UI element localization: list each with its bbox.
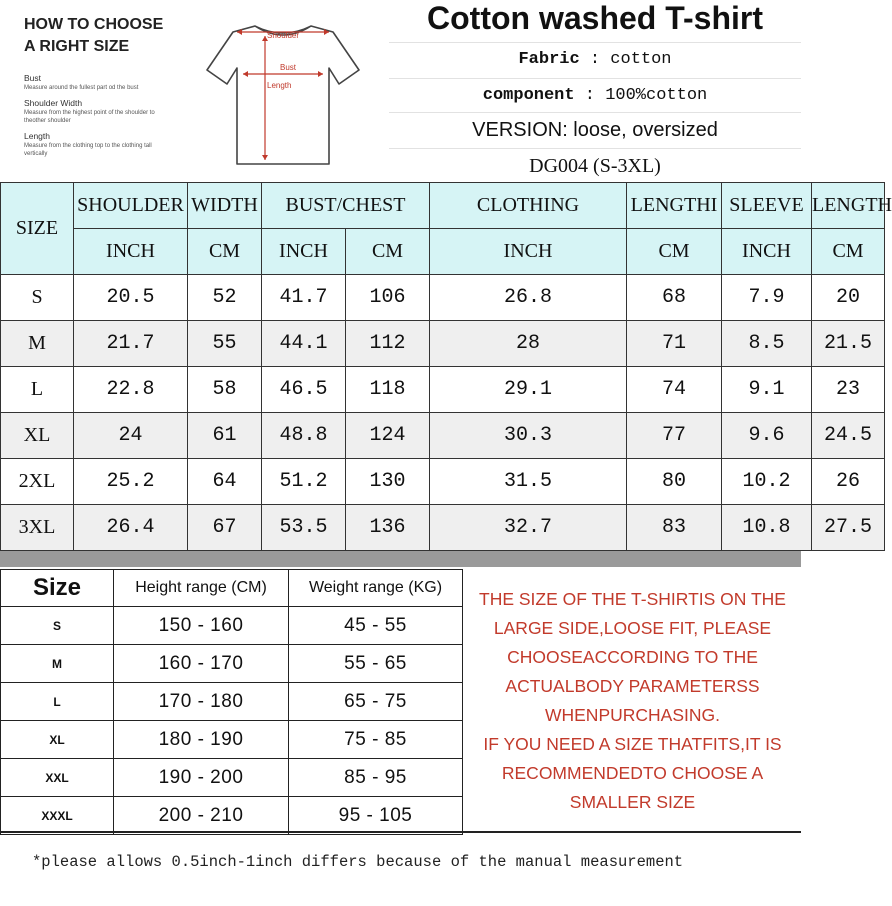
value-cell: 30.3 [430,413,627,459]
table-row [1,367,885,413]
hw-weight-cell: 65 - 75 [289,683,463,721]
table-row [1,459,885,505]
table-row [1,321,885,367]
value-cell: 10.8 [722,505,812,551]
value-cell: 20 [812,275,885,321]
hw-size-cell: M [1,645,114,683]
measurement-disclaimer: *please allows 0.5inch-1inch differs because of the manual measurement [32,853,684,871]
note-line: LARGE SIDE,LOOSE FIT, PLEASE [493,618,772,638]
value-cell: 24 [74,413,188,459]
hw-height-cell: 190 - 200 [114,759,289,797]
table-row [1,413,885,459]
value-cell: 41.7 [262,275,346,321]
unit-header: CM [188,229,262,275]
unit-header: INCH [74,229,188,275]
value-cell: 21.7 [74,321,188,367]
table-row [1,607,463,645]
guide-shoulder-heading: Shoulder Width [24,98,83,108]
size-header: SIZE [1,183,74,275]
component-colon: : [584,86,606,105]
value-cell: 32.7 [430,505,627,551]
unit-header: INCH [722,229,812,275]
guide-item-shoulder [24,98,174,125]
note-line: WHENPURCHASING. [544,705,720,725]
value-cell: 136 [346,505,430,551]
product-title: Cotton washed T-shirt [427,0,763,36]
product-specs [389,0,801,182]
value-cell: 27.5 [812,505,885,551]
unit-header: INCH [430,229,627,275]
unit-header: CM [812,229,885,275]
value-cell: 124 [346,413,430,459]
hw-height-header: Height range (CM) [114,570,289,607]
value-cell: 26 [812,459,885,505]
value-cell: 130 [346,459,430,505]
component-row [389,78,801,113]
size-guide-panel [0,0,389,180]
value-cell: 74 [627,367,722,413]
note-line: SMALLER SIZE [569,792,696,812]
component-value: 100%cotton [605,86,708,105]
value-cell: 9.6 [722,413,812,459]
measurement-table [0,182,892,551]
note-line: IF YOU NEED A SIZE THATFITS,IT IS [483,734,782,754]
table-row [1,721,463,759]
unit-header: CM [346,229,430,275]
value-cell: 77 [627,413,722,459]
value-cell: 10.2 [722,459,812,505]
value-cell: 61 [188,413,262,459]
value-cell: 68 [627,275,722,321]
bust-label: Bust [279,63,297,72]
hw-size-header: Size [1,570,114,607]
value-cell: 48.8 [262,413,346,459]
note-line: THE SIZE OF THE T-SHIRTIS ON THE [479,589,786,609]
value-cell: 8.5 [722,321,812,367]
guide-title [24,14,184,58]
value-cell: 31.5 [430,459,627,505]
value-cell: 64 [188,459,262,505]
value-cell: 23 [812,367,885,413]
hw-size-cell: XL [1,721,114,759]
value-cell: 80 [627,459,722,505]
value-cell: 7.9 [722,275,812,321]
hw-weight-cell: 55 - 65 [289,645,463,683]
value-cell: 71 [627,321,722,367]
hw-size-cell: L [1,683,114,721]
table-row [1,505,885,551]
note-line: CHOOSEACCORDING TO THE [507,647,758,667]
fabric-label: Fabric [518,50,580,69]
table-row [1,683,463,721]
group-lengthi: LENGTHI [627,183,722,229]
value-cell: 25.2 [74,459,188,505]
note-line: RECOMMENDEDTO CHOOSE A [501,763,764,783]
guide-item-bust [24,73,174,92]
hw-size-cell: XXXL [1,797,114,835]
guide-bust-desc: Measure around the fullest part od the bust [24,85,139,91]
size-cell: 2XL [1,459,74,505]
value-cell: 29.1 [430,367,627,413]
size-cell: 3XL [1,505,74,551]
hw-weight-cell: 75 - 85 [289,721,463,759]
size-cell: XL [1,413,74,459]
note-line: ACTUALBODY PARAMETERSS [505,676,760,696]
value-cell: 24.5 [812,413,885,459]
value-cell: 55 [188,321,262,367]
hw-size-cell: S [1,607,114,645]
group-length: LENGTH [812,183,885,229]
hw-height-cell: 200 - 210 [114,797,289,835]
size-advice-note [466,585,799,817]
value-cell: 53.5 [262,505,346,551]
guide-shoulder-desc: Measure from the highest point of the shoulder to theother shoulder [24,110,155,124]
hw-weight-cell: 45 - 55 [289,607,463,645]
value-cell: 106 [346,275,430,321]
value-cell: 26.4 [74,505,188,551]
value-cell: 46.5 [262,367,346,413]
fabric-row [389,42,801,77]
guide-length-heading: Length [24,131,50,141]
shoulder-label: Shoulder [266,31,300,40]
table-row [1,759,463,797]
value-cell: 20.5 [74,275,188,321]
value-cell: 118 [346,367,430,413]
hw-height-cell: 150 - 160 [114,607,289,645]
size-cell: S [1,275,74,321]
unit-header: INCH [262,229,346,275]
hw-height-cell: 160 - 170 [114,645,289,683]
tshirt-diagram-icon [203,18,363,168]
hw-weight-header: Weight range (KG) [289,570,463,607]
hw-height-cell: 170 - 180 [114,683,289,721]
group-width: WIDTH [188,183,262,229]
value-cell: 44.1 [262,321,346,367]
value-cell: 51.2 [262,459,346,505]
value-cell: 21.5 [812,321,885,367]
guide-item-length [24,131,174,158]
value-cell: 52 [188,275,262,321]
hw-height-cell: 180 - 190 [114,721,289,759]
table-row [1,645,463,683]
product-code: DG004 (S-3XL) [389,148,801,183]
hw-size-cell: XXL [1,759,114,797]
value-cell: 28 [430,321,627,367]
hw-header-row [1,570,463,607]
value-cell: 58 [188,367,262,413]
hw-weight-cell: 85 - 95 [289,759,463,797]
group-bust-chest: BUST/CHEST [262,183,430,229]
value-cell: 26.8 [430,275,627,321]
guide-title-line2: A RIGHT SIZE [24,38,130,55]
value-cell: 83 [627,505,722,551]
group-sleeve: SLEEVE [722,183,812,229]
guide-title-line1: HOW TO CHOOSE [24,16,164,33]
table-row [1,275,885,321]
size-cell: L [1,367,74,413]
table-row [1,797,463,835]
fabric-colon: : [589,50,611,69]
unit-header: CM [627,229,722,275]
hw-weight-cell: 95 - 105 [289,797,463,835]
component-label: component [482,86,575,105]
value-cell: 112 [346,321,430,367]
version-text: VERSION: loose, oversized [389,112,801,147]
measurement-header-row-2 [1,229,885,275]
group-shoulder: SHOULDER [74,183,188,229]
value-cell: 22.8 [74,367,188,413]
guide-length-desc: Measure from the clothing top to the clothing tall vertically [24,143,152,157]
height-weight-table [0,569,463,835]
length-label: Length [267,81,292,90]
value-cell: 9.1 [722,367,812,413]
group-clothing: CLOTHING [430,183,627,229]
value-cell: 67 [188,505,262,551]
measurement-header-row-1 [1,183,885,229]
fabric-value: cotton [610,50,672,69]
section-divider [0,551,801,567]
size-cell: M [1,321,74,367]
guide-bust-heading: Bust [24,73,42,83]
